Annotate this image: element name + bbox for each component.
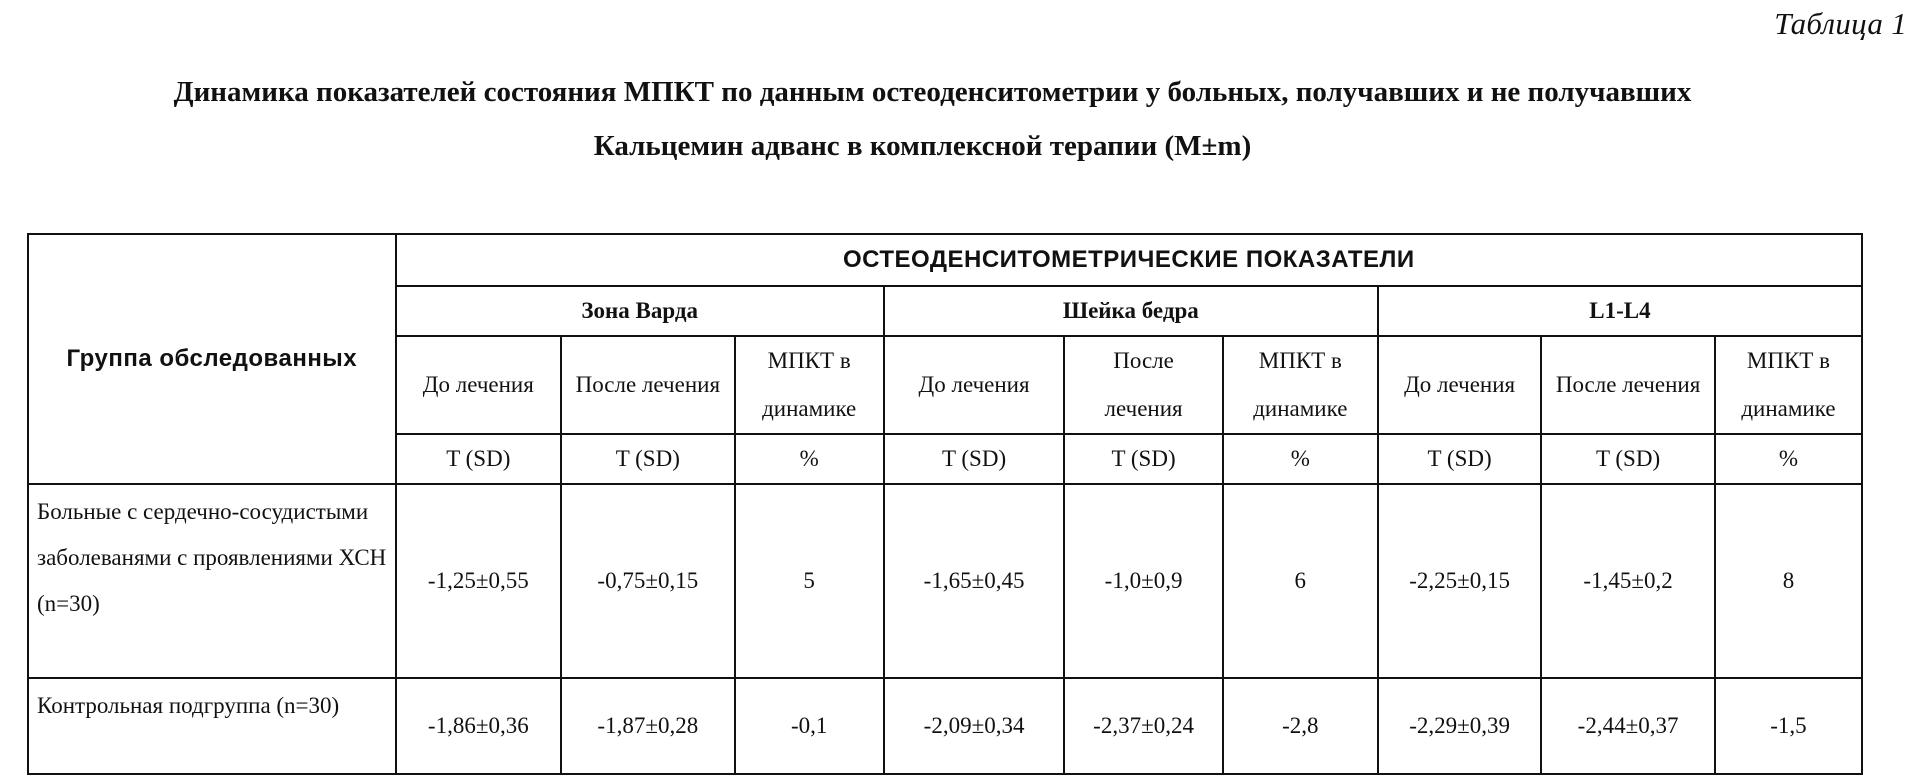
unit-cell: T (SD) — [396, 434, 561, 484]
page-title: Динамика показателей состояния МПКТ по данным остеоденситометрии у больных, получавших и не получавших — [173, 76, 1692, 108]
zone-header-ward: Зона Варда — [396, 286, 884, 336]
unit-cell: % — [1223, 434, 1378, 484]
table-cell: -2,29±0,39 — [1378, 678, 1541, 774]
unit-cell: T (SD) — [884, 434, 1065, 484]
subheader-dynamics: МПКТ в динамике — [1715, 336, 1862, 434]
table-cell: -1,25±0,55 — [396, 484, 561, 678]
group-header-label: Группа обследованных — [66, 345, 358, 372]
table-cell: 5 — [735, 484, 884, 678]
table-row — [28, 484, 1862, 678]
subheader-before: До лечения — [884, 336, 1065, 434]
table-caption: Таблица 1 — [1774, 6, 1907, 41]
subheader-before: До лечения — [1378, 336, 1541, 434]
table-row — [28, 678, 1862, 774]
subheader-before: До лечения — [396, 336, 561, 434]
unit-cell: % — [1715, 434, 1862, 484]
subheader-after: После лечения — [1541, 336, 1715, 434]
data-table — [27, 233, 1863, 775]
table-cell: -1,65±0,45 — [884, 484, 1065, 678]
group-header — [28, 234, 396, 484]
page-title-line2: Кальцемин адванс в комплексной терапии (М±m) — [593, 130, 1252, 162]
table-cell: -1,45±0,2 — [1541, 484, 1715, 678]
row-group-label: Контрольная подгруппа (n=30) — [28, 678, 396, 774]
unit-cell: T (SD) — [561, 434, 735, 484]
row-group-label: Больные с сердечно-сосудистыми заболеванями с проявлениями ХСН (n=30) — [28, 484, 396, 678]
subheader-dynamics: МПКТ в динамике — [1223, 336, 1378, 434]
subheader-after: После лечения — [561, 336, 735, 434]
table-cell: -2,44±0,37 — [1541, 678, 1715, 774]
table-cell: -1,5 — [1715, 678, 1862, 774]
zone-header-l1-l4: L1-L4 — [1378, 286, 1862, 336]
table-cell: 6 — [1223, 484, 1378, 678]
table-cell: -2,09±0,34 — [884, 678, 1065, 774]
subheader-after: После лечения — [1064, 336, 1222, 434]
unit-cell: T (SD) — [1541, 434, 1715, 484]
unit-cell: T (SD) — [1064, 434, 1222, 484]
table-cell: 8 — [1715, 484, 1862, 678]
unit-cell: T (SD) — [1378, 434, 1541, 484]
table-cell: -0,1 — [735, 678, 884, 774]
subheader-dynamics: МПКТ в динамике — [735, 336, 884, 434]
main-header: ОСТЕОДЕНСИТОМЕТРИЧЕСКИЕ ПОКАЗАТЕЛИ — [396, 234, 1862, 286]
table-cell: -1,86±0,36 — [396, 678, 561, 774]
table-cell: -0,75±0,15 — [561, 484, 735, 678]
unit-cell: % — [735, 434, 884, 484]
table-cell: -2,8 — [1223, 678, 1378, 774]
table-cell: -1,87±0,28 — [561, 678, 735, 774]
table-cell: -2,25±0,15 — [1378, 484, 1541, 678]
table-cell: -1,0±0,9 — [1064, 484, 1222, 678]
zone-header-femoral-neck: Шейка бедра — [884, 286, 1378, 336]
table-cell: -2,37±0,24 — [1064, 678, 1222, 774]
